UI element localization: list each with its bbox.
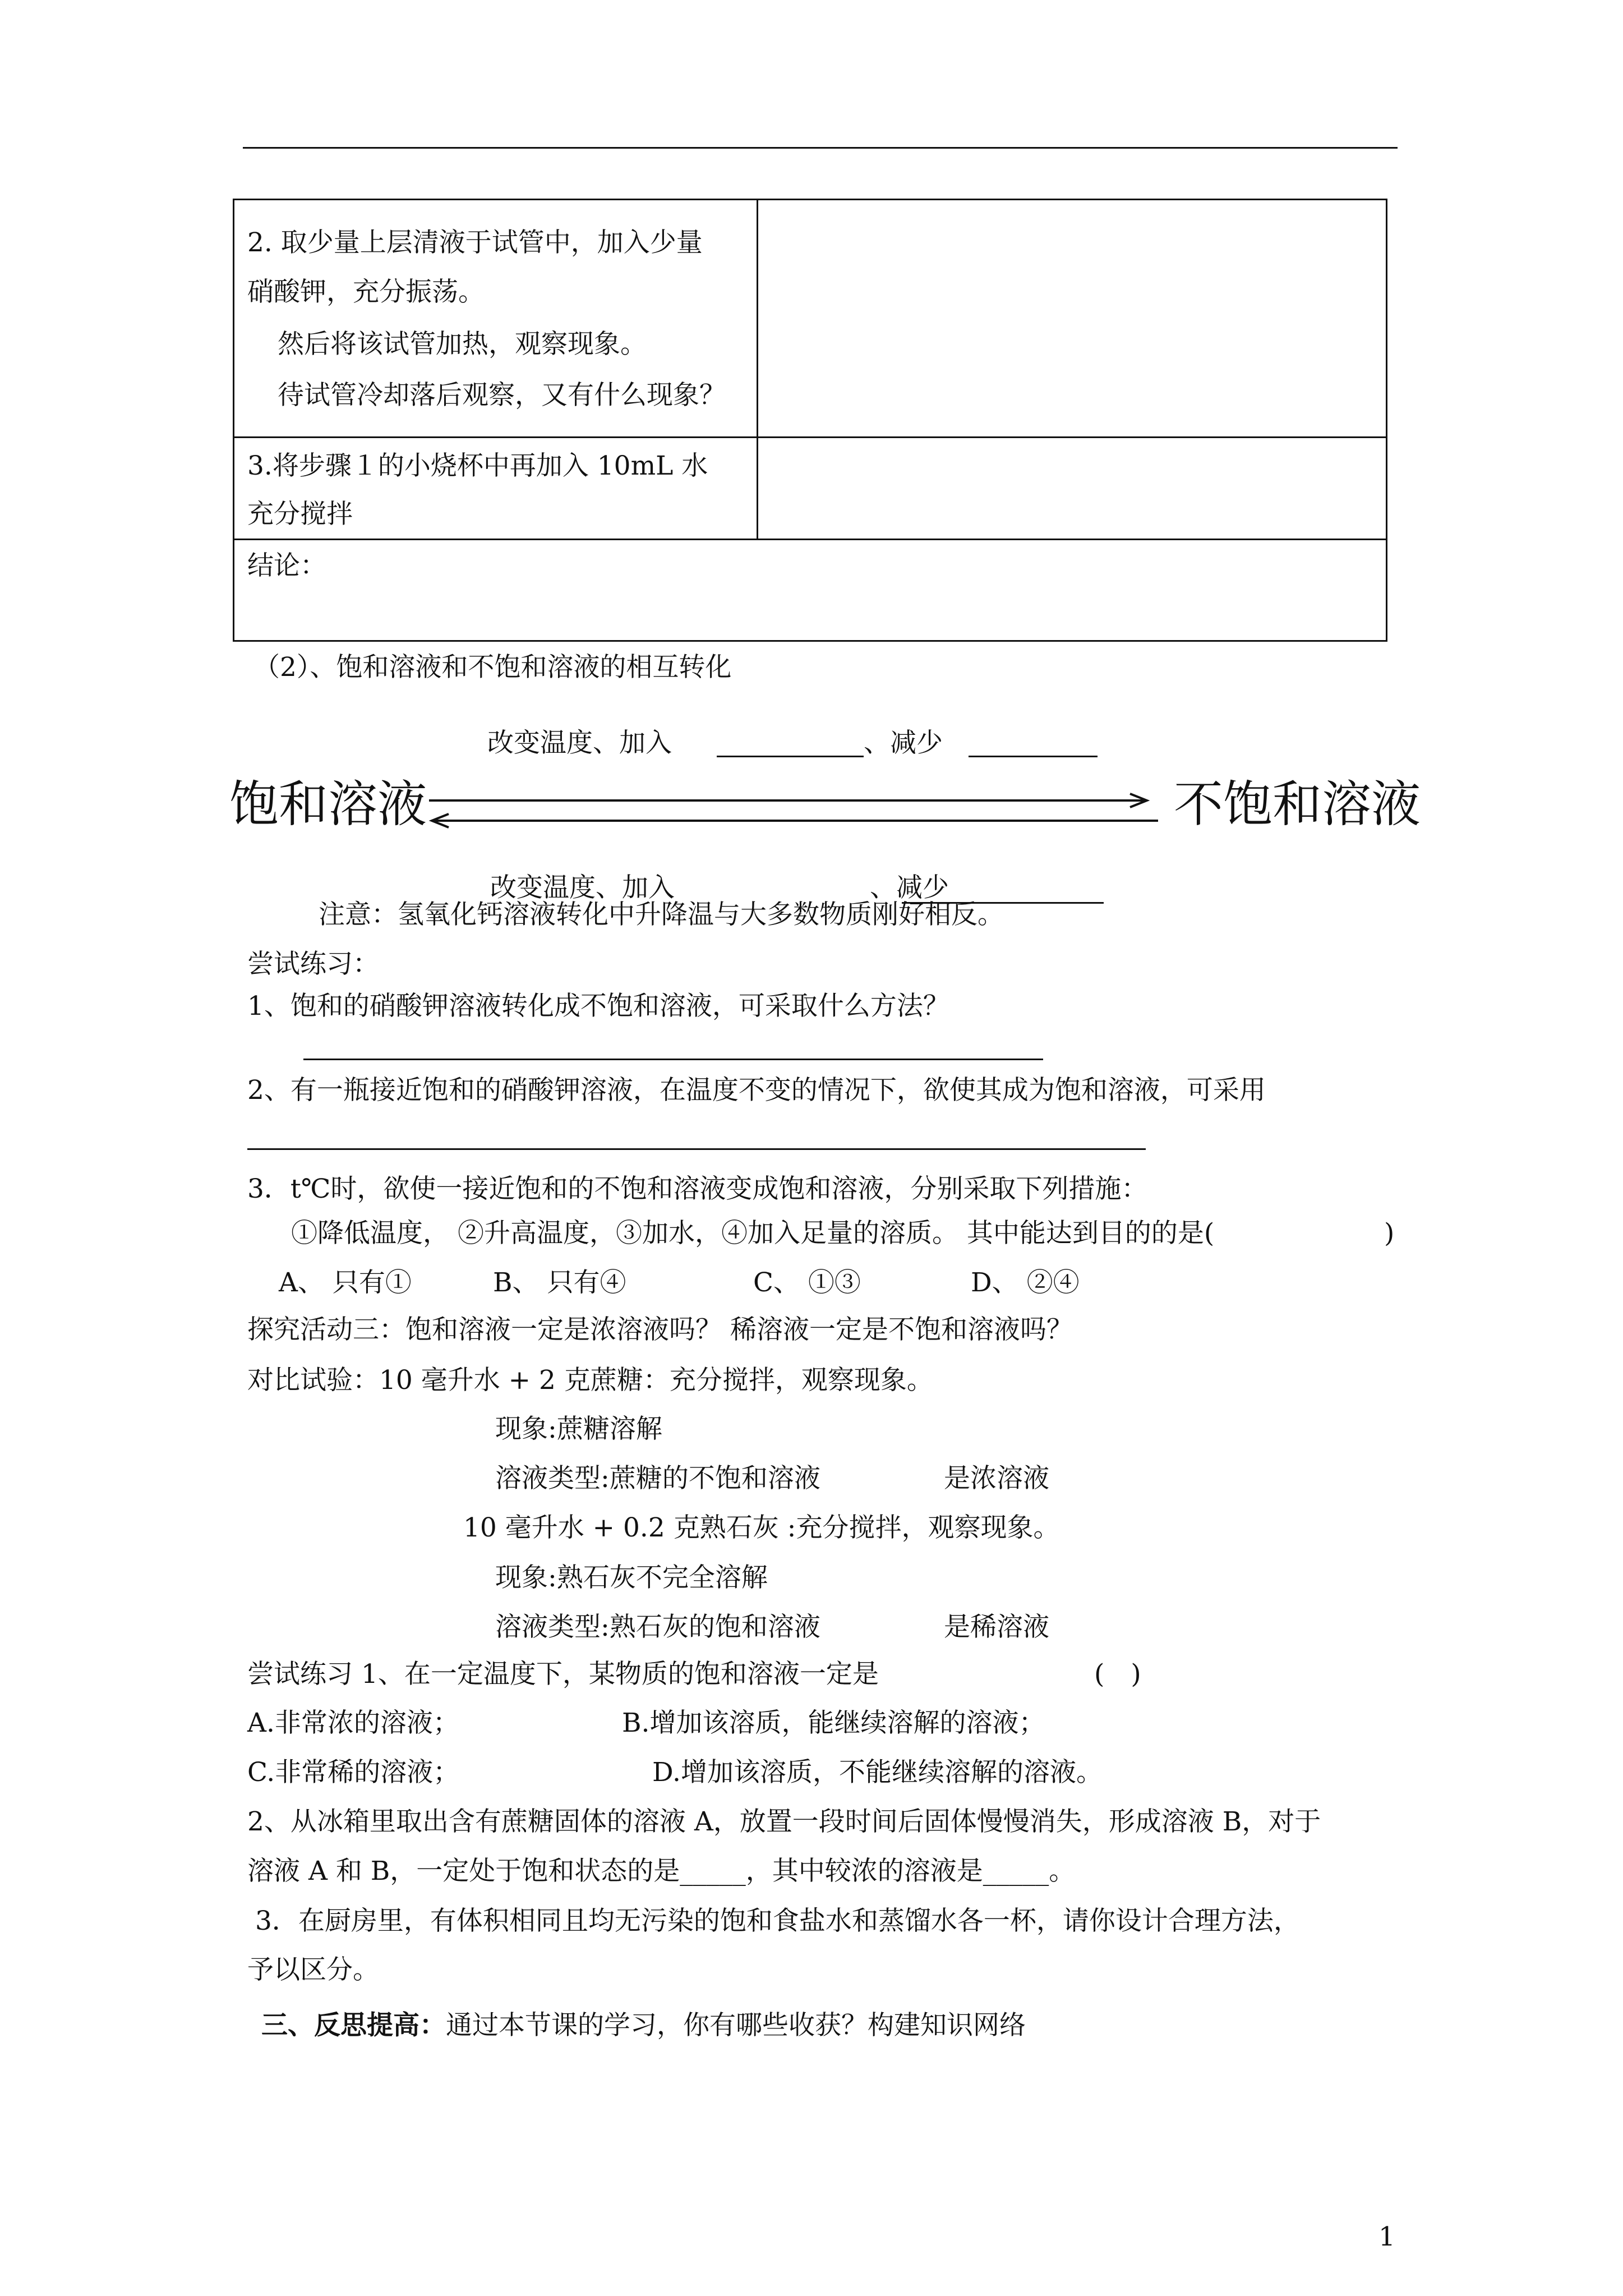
table-divider-1 <box>233 436 1387 438</box>
practice1-q2-blank <box>247 1148 1146 1150</box>
conversion-top-blank-1 <box>717 756 864 757</box>
conversion-arrows <box>421 788 1172 833</box>
table-row2-line4: 待试管冷却落后观察，又有什么现象？ <box>278 380 726 411</box>
conversion-bottom-b: 、减少 <box>870 872 949 903</box>
table-row2-line2: 硝酸钾，充分振荡。 <box>247 277 485 307</box>
table-row3-line2: 充分搅拌 <box>247 499 353 530</box>
table-row2-line1: 2. 取少量上层清液于试管中，加入少量 <box>247 227 703 258</box>
practice2-option-b: B.增加该溶质，能继续溶解的溶液； <box>622 1708 1045 1738</box>
conversion-left-label: 饱和溶液 <box>229 775 427 833</box>
activity3-exp1: 对比试验：10 毫升水 + 2 克蔗糖：充分搅拌，观察现象。 <box>247 1365 933 1396</box>
practice2-q3-line1: 3．在厨房里，有体积相同且均无污染的饱和食盐水和蒸馏水各一杯，请你设计合理方法， <box>255 1906 1300 1936</box>
conversion-bottom-a: 改变温度、加入 <box>490 872 675 903</box>
activity3-type2: 溶液类型:熟石灰的饱和溶液 <box>495 1612 820 1642</box>
practice1-option-d: D、 ②④ <box>971 1267 1080 1298</box>
activity3-type2-b: 是稀溶液 <box>944 1612 1049 1642</box>
experiment-table <box>233 199 1387 642</box>
conversion-top-a: 改变温度、加入 <box>487 728 672 758</box>
table-row2-line3: 然后将该试管加热，观察现象。 <box>278 329 647 360</box>
practice1-option-b: B、 只有④ <box>493 1267 626 1298</box>
practice1-heading: 尝试练习： <box>247 949 379 979</box>
practice2-q3-line2: 予以区分。 <box>247 1954 379 1985</box>
practice1-option-a: A、 只有① <box>279 1267 412 1298</box>
header-rule <box>243 147 1398 149</box>
conversion-top-blank-2 <box>969 756 1098 757</box>
activity3-type1: 溶液类型:蔗糖的不饱和溶液 <box>495 1463 820 1494</box>
section2-heading: （2）、饱和溶液和不饱和溶液的相互转化 <box>253 652 732 683</box>
activity3-exp2: 10 毫升水 + 0.2 克熟石灰 :充分搅拌，观察现象。 <box>463 1512 1060 1543</box>
practice1-q3-items: ①降低温度， ②升高温度，③加水，④加入足量的溶质。 其中能达到目的的是( <box>291 1218 1215 1249</box>
reflection-label: 三、反思提高： <box>261 2010 446 2041</box>
conversion-top-b: 、减少 <box>864 728 943 758</box>
practice2-q1: 尝试练习 1、在一定温度下，某物质的饱和溶液一定是 <box>247 1659 879 1690</box>
page-number: 1 <box>1378 2221 1395 2252</box>
practice1-q1-blank <box>303 1059 1043 1060</box>
practice1-q2: 2、有一瓶接近饱和的硝酸钾溶液，在温度不变的情况下，欲使其成为饱和溶液，可采用 <box>247 1075 1266 1106</box>
activity3-heading: 探究活动三：饱和溶液一定是浓溶液吗？ 稀溶液一定是不饱和溶液吗？ <box>247 1314 1073 1345</box>
practice1-q3-paren-close: ) <box>1384 1218 1395 1249</box>
practice2-option-a: A.非常浓的溶液； <box>247 1708 459 1738</box>
conversion-right-label: 不饱和溶液 <box>1174 775 1421 833</box>
activity3-obs1: 现象:蔗糖溶解 <box>495 1414 662 1444</box>
practice2-option-c: C.非常稀的溶液； <box>247 1757 460 1788</box>
activity3-type1-b: 是浓溶液 <box>944 1463 1049 1494</box>
practice1-q1: 1、饱和的硝酸钾溶液转化成不饱和溶液，可采取什么方法？ <box>247 991 949 1022</box>
practice2-q2-line1: 2、从冰箱里取出含有蔗糖固体的溶液 A，放置一段时间后固体慢慢消失，形成溶液 B，对于 <box>247 1806 1321 1837</box>
activity3-obs2: 现象:熟石灰不完全溶解 <box>495 1562 768 1593</box>
practice2-q2-line2: 溶液 A 和 B，一定处于饱和状态的是_____，其中较浓的溶液是_____。 <box>247 1856 1076 1887</box>
table-row3-line1: 3.将步骤１的小烧杯中再加入 10mL 水 <box>247 450 708 481</box>
practice2-option-d: D.增加该溶质，不能继续溶解的溶液。 <box>652 1757 1103 1788</box>
note-text: 注意：氢氧化钙溶液转化中升降温与大多数物质刚好相反。 <box>319 899 1004 930</box>
practice2-q1-paren: ( ) <box>1094 1659 1141 1690</box>
table-col-divider <box>757 199 758 539</box>
conclusion-label: 结论： <box>247 550 326 581</box>
reflection-text: 通过本节课的学习，你有哪些收获？构建知识网络 <box>446 2010 1026 2041</box>
practice1-q3: 3．t℃时，欲使一接近饱和的不饱和溶液变成饱和溶液，分别采取下列措施： <box>247 1174 1148 1204</box>
table-divider-2 <box>233 539 1387 540</box>
practice1-option-c: C、 ①③ <box>753 1267 861 1298</box>
